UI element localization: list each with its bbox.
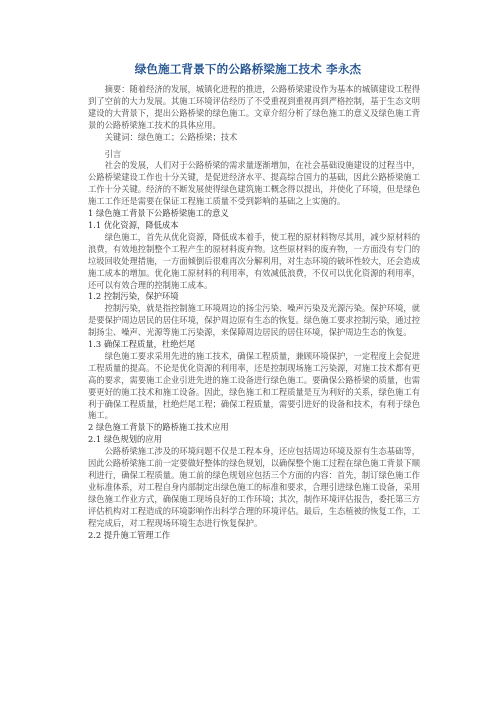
keywords: 关键词：绿色施工；公路桥梁；技术 bbox=[104, 131, 238, 142]
section-1-heading: 1 绿色施工背景下公路桥梁施工的意义 bbox=[88, 208, 229, 219]
section-1-3-heading: 1.3 确保工程质量，杜绝烂尾 bbox=[88, 339, 196, 350]
section-2-heading: 2 绿色施工背景下的路桥施工技术应用 bbox=[88, 422, 229, 433]
section-1-1-paragraph: 绿色施工，首先从优化资源，降低成本着手，使工程的原材料物尽其用，减少原材料的浪费，有效地控制整个工程产生的原材料废弃物。这些原材料的废弃物，一方面没有专门的垃圾回收处理措施，一方面倾倒后很难再次分解利用，对生态环境的破坏性较大，还会造成施工成本的增加。优化施工原材料的利用率，有效减低浪费，不仅可以优化资源的利用率，还可以有效合理的控制施工成本。 bbox=[88, 231, 420, 290]
section-1-2-heading: 1.2 控制污染，保护环境 bbox=[88, 291, 179, 302]
document-title: 绿色施工背景下的公路桥梁施工技术 李永杰 bbox=[134, 62, 362, 76]
section-1-3-paragraph: 绿色施工要求采用先进的施工技术，确保工程质量，兼顾环境保护，一定程度上会促进工程质量的提高。不论是优化资源的利用率，还是控制现场施工污染源，对施工技术都有更高的要求，需要施工企业引进先进的施工设备进行绿色施工。要确保公路桥梁的质量，也需要更好的施工技术和施工设备。因此，绿色施工和工程质量是互为利好的关系，绿色施工有利于确保工程质量，杜绝烂尾工程；确保工程质量，需要引进好的设备和技术，有利于绿色施工。 bbox=[88, 350, 420, 421]
section-2-2-heading: 2.2 提升施工管理工作 bbox=[88, 529, 171, 540]
intro-heading: 引言 bbox=[104, 148, 122, 159]
section-2-1-heading: 2.1 绿色规划的应用 bbox=[88, 434, 162, 445]
section-2-1-paragraph: 公路桥梁施工涉及的环境问题不仅是工程本身，还应包括周边环境及原有生态基础等，因此公路桥梁施工前一定要做好整体的绿色规划，以确保整个施工过程在绿色施工背景下顺利进行，确保工程质量。施工前的绿色规划应包括三个方面的内容：首先，制订绿色施工作业标准体系，对工程自身内部制定出绿色施工的标准和要求，合理引进绿色施工设备，采用绿色施工作业方式，确保施工现场良好的工作环境；其次，制作环境评估报告，委托第三方评估机构对工程造成的环境影响作出科学合理的环境评估。最后，生态植被的恢复工作，工程完成后，对工程现场环境生态进行恢复保护。 bbox=[88, 446, 420, 528]
section-1-2-paragraph: 控制污染，就是指控制施工环境周边的扬尘污染、噪声污染及光源污染。保护环境，就是要保护周边居民的居住环境，保护周边原有生态的恢复。绿色施工要求控制污染，通过控制扬尘、噪声、光源等施工污染源，来保障周边居民的居住环境，保护周边生态的恢复。 bbox=[88, 303, 420, 338]
intro-paragraph: 社会的发展，人们对于公路桥梁的需求量逐渐增加，在社会基础设施建设的过程当中，公路桥梁建设工作也十分关键，是促进经济水平、提高综合国力的基础，因此公路桥梁施工工作十分关键。经济的不断发展使得绿色建筑施工概念得以提出，并使化了环境，但是绿色施工工作还是需要在保证工程施工质量不受到影响的基础之上实施的。 bbox=[88, 160, 420, 207]
section-1-1-heading: 1.1 优化资源，降低成本 bbox=[88, 219, 179, 230]
abstract: 摘要：随着经济的发展，城镇化进程的推进，公路桥梁建设作为基本的城镇建设工程得到了空前的大力发展。其施工环境评估经历了不受重视到重视再到严格控制，基于生态文明建设的大背景下，提出公路桥梁的绿色施工。文章介绍分析了绿色施工的意义及绿色施工背景的公路桥梁施工技术的具体应用。 bbox=[88, 84, 420, 130]
document-body bbox=[88, 84, 420, 541]
